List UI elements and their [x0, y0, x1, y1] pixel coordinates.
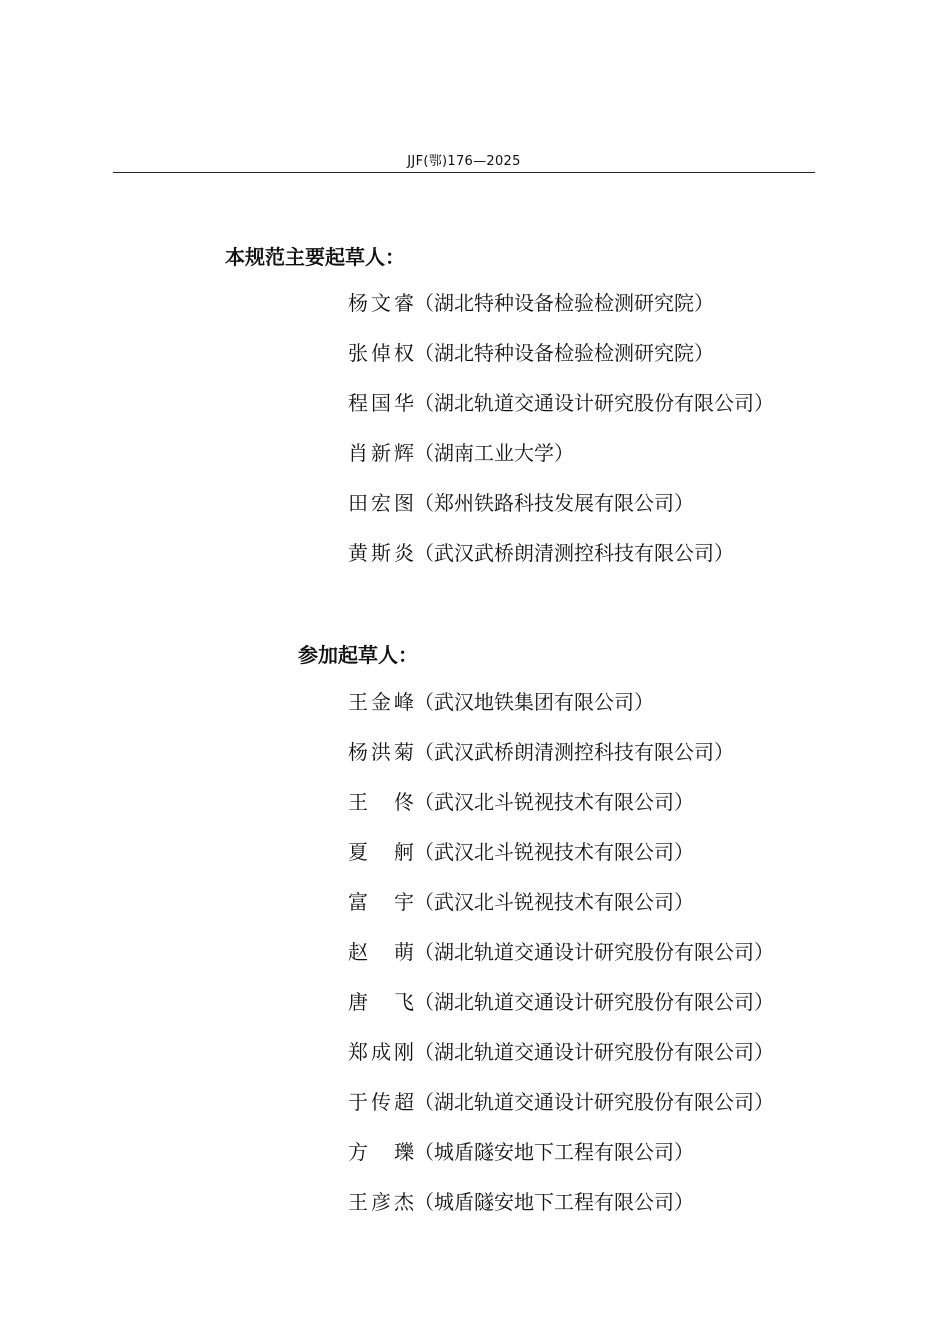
drafter-organization: （湖北轨道交通设计研究股份有限公司）: [414, 990, 774, 1014]
drafter-name: 富 宇: [348, 890, 414, 914]
drafter-organization: （湖北轨道交通设计研究股份有限公司）: [414, 1090, 774, 1114]
list-item: [348, 388, 774, 438]
list-item: [348, 488, 774, 538]
drafter-organization: （湖北特种设备检验检测研究院）: [414, 341, 714, 365]
drafter-name: 郑成刚: [348, 1040, 414, 1064]
drafter-name: 肖新辉: [348, 441, 414, 465]
list-item: [348, 1137, 774, 1187]
drafter-name: 方 瓅: [348, 1140, 414, 1164]
drafter-name: 赵 萌: [348, 940, 414, 964]
drafter-organization: （湖北轨道交通设计研究股份有限公司）: [414, 940, 774, 964]
drafter-organization: （武汉地铁集团有限公司）: [414, 690, 654, 714]
drafter-name: 杨文睿: [348, 291, 414, 315]
drafter-name: 王 佟: [348, 790, 414, 814]
drafter-organization: （武汉北斗锐视技术有限公司）: [414, 790, 694, 814]
list-item: [348, 288, 774, 338]
drafter-name: 王彦杰: [348, 1190, 414, 1214]
list-item: [348, 1187, 774, 1237]
drafter-name: 田宏图: [348, 491, 414, 515]
drafter-organization: （湖南工业大学）: [414, 441, 574, 465]
list-item: [348, 987, 774, 1037]
list-item: [348, 787, 774, 837]
drafter-organization: （湖北特种设备检验检测研究院）: [414, 291, 714, 315]
main-drafters-list: [348, 288, 774, 588]
list-item: [348, 887, 774, 937]
participating-drafters-heading: 参加起草人：: [298, 643, 418, 667]
list-item: [348, 937, 774, 987]
drafter-name: 于传超: [348, 1090, 414, 1114]
participating-drafters-list: [348, 687, 774, 1237]
list-item: [348, 338, 774, 388]
drafter-organization: （武汉北斗锐视技术有限公司）: [414, 890, 694, 914]
list-item: [348, 737, 774, 787]
drafter-organization: （城盾隧安地下工程有限公司）: [414, 1140, 694, 1164]
drafter-name: 程国华: [348, 391, 414, 415]
list-item: [348, 438, 774, 488]
drafter-organization: （武汉武桥朗清测控科技有限公司）: [414, 740, 734, 764]
list-item: [348, 837, 774, 887]
drafter-organization: （湖北轨道交通设计研究股份有限公司）: [414, 391, 774, 415]
drafter-name: 唐 飞: [348, 990, 414, 1014]
drafter-name: 黄斯炎: [348, 541, 414, 565]
drafter-organization: （郑州铁路科技发展有限公司）: [414, 491, 694, 515]
drafter-organization: （武汉北斗锐视技术有限公司）: [414, 840, 694, 864]
drafter-name: 王金峰: [348, 690, 414, 714]
header-divider: [113, 172, 815, 173]
drafter-organization: （武汉武桥朗清测控科技有限公司）: [414, 541, 734, 565]
drafter-name: 夏 舸: [348, 840, 414, 864]
drafter-organization: （城盾隧安地下工程有限公司）: [414, 1190, 694, 1214]
list-item: [348, 1037, 774, 1087]
main-drafters-heading: 本规范主要起草人：: [225, 245, 405, 269]
drafter-name: 张倬权: [348, 341, 414, 365]
document-code: JJF(鄂)176—2025: [407, 154, 521, 169]
drafter-organization: （湖北轨道交通设计研究股份有限公司）: [414, 1040, 774, 1064]
list-item: [348, 1087, 774, 1137]
list-item: [348, 687, 774, 737]
list-item: [348, 538, 774, 588]
drafter-name: 杨洪菊: [348, 740, 414, 764]
